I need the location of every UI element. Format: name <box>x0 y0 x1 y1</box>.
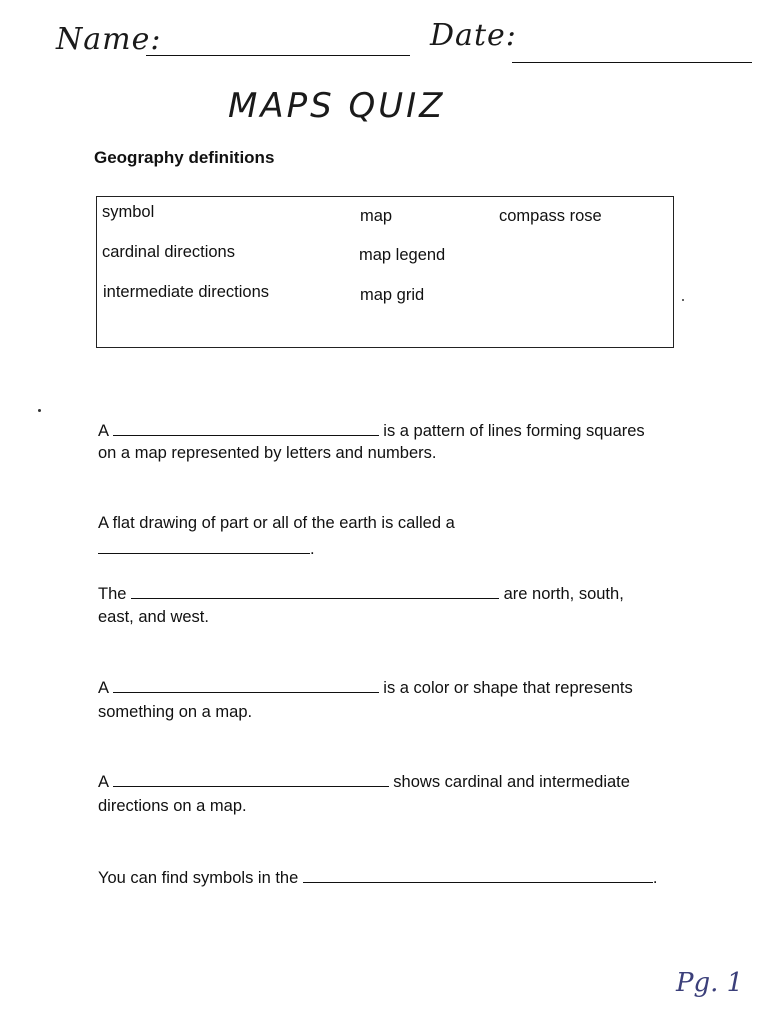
word-bank-term: cardinal directions <box>102 243 235 261</box>
word-bank-term: compass rose <box>499 207 602 225</box>
name-blank[interactable] <box>146 55 410 56</box>
word-bank-box <box>96 196 674 348</box>
question-2-answer: . <box>98 538 315 560</box>
stray-mark <box>682 299 684 301</box>
question-4: A is a color or shape that represents <box>98 679 633 697</box>
word-bank-term: map grid <box>360 286 425 304</box>
question-1: A is a pattern of lines forming squares <box>98 422 645 440</box>
answer-blank-5[interactable] <box>113 772 389 787</box>
section-heading: Geography definitions <box>94 148 275 167</box>
word-bank-term: intermediate directions <box>103 283 269 301</box>
question-2: A flat drawing of part or all of the earth is called a <box>98 514 455 532</box>
question-5: A shows cardinal and intermediate <box>98 773 630 791</box>
name-label: Name: <box>56 22 162 57</box>
word-bank-term: symbol <box>102 203 155 221</box>
quiz-title: MAPS QUIZ <box>228 86 446 126</box>
stray-mark <box>38 409 41 412</box>
word-bank-term: map legend <box>359 246 446 264</box>
question-6: You can find symbols in the . <box>98 869 658 887</box>
question-4-line2: something on a map. <box>98 703 253 721</box>
date-label: Date: <box>430 18 517 53</box>
question-1-line2: on a map represented by letters and numbers. <box>98 444 437 462</box>
answer-blank-4[interactable] <box>113 678 379 693</box>
question-5-line2: directions on a map. <box>98 797 247 815</box>
question-3: The are north, south, <box>98 585 624 603</box>
date-blank[interactable] <box>512 62 752 63</box>
answer-blank-3[interactable] <box>131 584 499 599</box>
answer-blank-1[interactable] <box>113 421 379 436</box>
answer-blank-6[interactable] <box>303 868 653 883</box>
question-3-line2: east, and west. <box>98 608 209 626</box>
word-bank-term: map <box>360 207 393 225</box>
answer-blank-2[interactable] <box>98 539 310 554</box>
page-number: Pg. 1 <box>676 968 744 998</box>
